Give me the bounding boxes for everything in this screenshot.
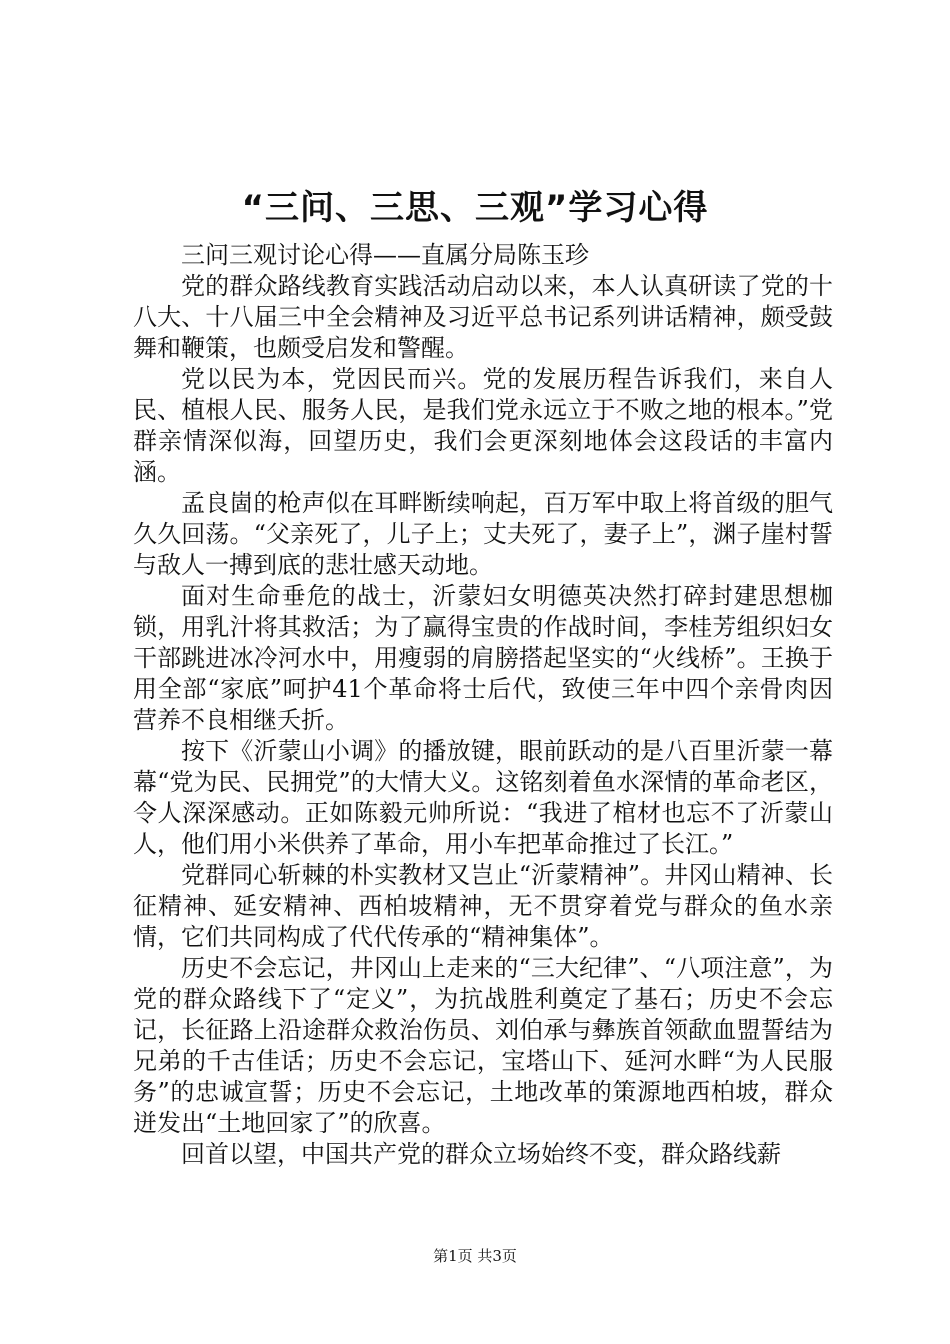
body-paragraph: 党的群众路线教育实践活动启动以来，本人认真研读了党的十八大、十八届三中全会精神及习近平总书记系列讲话精神，颇受鼓舞和鞭策，也颇受启发和警醒。 xyxy=(133,272,833,362)
body-paragraph: 历史不会忘记，井冈山上走来的“三大纪律”、“八项注意”，为党的群众路线下了“定义”，为抗战胜利奠定了基石；历史不会忘记，长征路上沿途群众救治伤员、刘伯承与彝族首领歃血盟誓结为兄弟的千古佳话；历史不会忘记，宝塔山下、延河水畔“为人民服务”的忠诚宣誓；历史不会忘记，土地改革的策源地西柏坡，群众迸发出“土地回家了”的欣喜。 xyxy=(133,954,833,1137)
body-paragraph: 党以民为本，党因民而兴。党的发展历程告诉我们，来自人民、植根人民、服务人民，是我们党永远立于不败之地的根本。”党群亲情深似海，回望历史，我们会更深刻地体会这段话的丰富内涵。 xyxy=(133,365,833,486)
body-paragraph: 回首以望，中国共产党的群众立场始终不变，群众路线薪 xyxy=(181,1140,781,1168)
body-paragraph: 孟良崮的枪声似在耳畔断续响起，百万军中取上将首级的胆气久久回荡。“父亲死了，儿子上；丈夫死了，妻子上”，渊子崖村誓与敌人一搏到底的悲壮感天动地。 xyxy=(133,489,833,579)
body-paragraph: 按下《沂蒙山小调》的播放键，眼前跃动的是八百里沂蒙一幕幕“党为民、民拥党”的大情大义。这铭刻着鱼水深情的革命老区，令人深深感动。正如陈毅元帅所说：“我进了棺材也忘不了沂蒙山人，他们用小米供养了革命，用小车把革命推过了长江。” xyxy=(133,737,833,858)
page-footer: 第1页 共3页 xyxy=(433,1247,517,1265)
body-paragraph: 党群同心斩棘的朴实教材又岂止“沂蒙精神”。井冈山精神、长征精神、延安精神、西柏坡精神，无不贯穿着党与群众的鱼水亲情，它们共同构成了代代传承的“精神集体”。 xyxy=(133,861,833,951)
byline-paragraph: 三问三观讨论心得——直属分局陈玉珍 xyxy=(181,241,589,269)
body-paragraph: 面对生命垂危的战士，沂蒙妇女明德英决然打碎封建思想枷锁，用乳汁将其救活；为了赢得宝贵的作战时间，李桂芳组织妇女干部跳进冰冷河水中，用瘦弱的肩膀搭起坚实的“火线桥”。王换于用全部“家底”呵护41个革命将士后代，致使三年中四个亲骨肉因营养不良相继夭折。 xyxy=(133,582,833,734)
document-title: “三问、三思、三观”学习心得 xyxy=(241,188,709,228)
document-body xyxy=(133,240,833,1170)
